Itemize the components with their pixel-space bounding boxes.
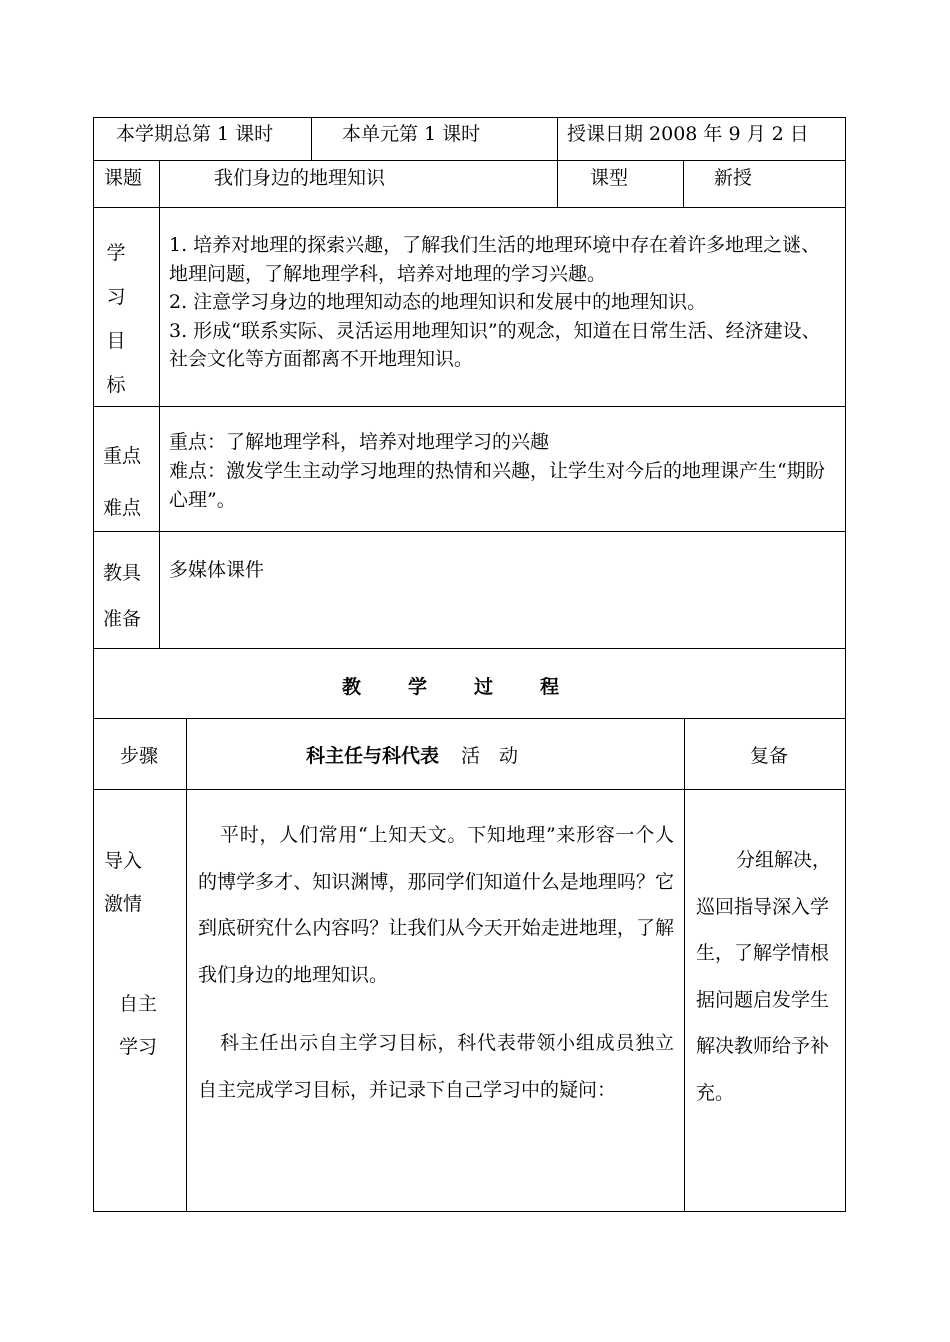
key-points-label-line: 重点 [103,445,142,467]
tools-label-line: 教具 [103,562,142,584]
activity-paragraph: 平时，人们常用“上知天文。下知地理”来形容一个人的博学多才、知识渊博，那同学们知道什么是地理吗？它到底研究什么内容吗？让我们从今天开始走进地理，了解我们身边的地理知识。 [198,824,674,986]
review-column-header: 复备 [750,745,789,767]
activity-column-header [306,742,518,770]
col-divider [684,718,685,1212]
objectives-list [169,231,837,374]
tools-label-line: 准备 [103,608,142,630]
col-divider [683,160,684,207]
process-title-char: 教 [342,676,362,698]
col-divider [311,118,312,160]
unit-lesson-count: 本单元第 1 课时 [342,123,481,145]
activity-header-bold: 科主任与科代表 [306,745,440,767]
difficulty-point: 难点：激发学生主动学习地理的热情和兴趣，让学生对今后的地理课产生“期盼心理”。 [169,460,825,511]
row-divider [94,648,845,649]
key-points-text [169,428,837,515]
step-intro-line: 导入 [104,850,143,872]
objective-item: 2. 注意学习身边的地理知动态的地理知识和发展中的地理知识。 [169,291,707,313]
col-divider [159,160,160,648]
tools-label [103,550,153,642]
row-divider [94,406,845,407]
step-self-study-line: 学习 [119,1036,158,1058]
row-divider [94,718,845,719]
key-points-label-line: 难点 [103,497,142,519]
objective-item: 1. 培养对地理的探索兴趣，了解我们生活的地理环境中存在着许多地理之谜、地理问题，了解地理学科，培养对地理的学习兴趣。 [169,234,821,285]
process-title-char: 程 [540,676,560,698]
row-divider [94,160,845,161]
col-divider [557,118,558,207]
lesson-type-label: 课型 [590,167,629,189]
process-title-char: 过 [474,676,494,698]
objectives-label-char: 目 [106,330,126,352]
key-point: 重点：了解地理学科，培养对地理学习的兴趣 [169,431,550,453]
step-intro-line: 激情 [104,893,143,915]
row-divider [94,207,845,208]
objectives-label [104,231,128,407]
semester-lesson-count: 本学期总第 1 课时 [116,123,274,145]
objectives-label-char: 学 [106,242,126,264]
tools-value: 多媒体课件 [169,559,265,581]
step-self-study [119,983,157,1069]
activity-paragraph: 科主任出示自主学习目标，科代表带领小组成员独立自主完成学习目标，并记录下自己学习中的疑问： [198,1032,674,1101]
row-divider [94,789,845,790]
activity-content [198,812,674,1113]
review-content: 分组解决，巡回指导深入学生，了解学情根据问题启发学生解决教师给予补充。 [696,849,832,1104]
col-divider [186,718,187,1212]
key-points-label [103,430,153,534]
lesson-date: 授课日期 2008 年 9 月 2 日 [567,123,809,145]
process-title-char: 学 [408,676,428,698]
objective-item: 3. 形成“联系实际、灵活运用地理知识”的观念，知道在日常生活、经济建设、社会文化等方面都离不开地理知识。 [169,319,821,370]
row-divider [94,531,845,532]
topic-value: 我们身边的地理知识 [214,167,386,189]
objectives-label-char: 习 [106,286,126,308]
lesson-plan-table [93,117,846,1212]
step-self-study-line: 自主 [119,993,158,1015]
lesson-type-value: 新授 [714,167,753,189]
step-column-header: 步骤 [120,745,159,767]
step-intro [104,840,142,926]
activity-header-rest: 活 动 [461,745,519,767]
objectives-label-char: 标 [106,374,126,396]
topic-label: 课题 [104,167,143,189]
